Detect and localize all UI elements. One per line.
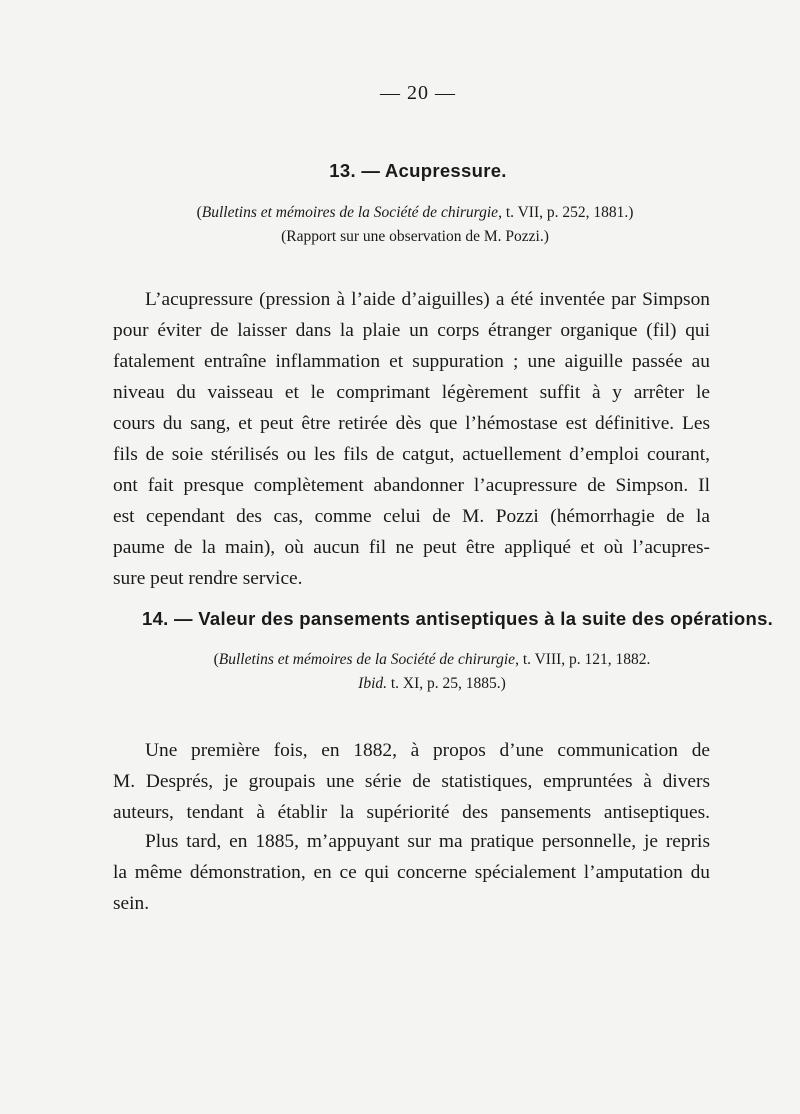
- paragraph-line: auteurs, tendant à établir la supériorité des pansements antiseptiques.: [113, 802, 710, 823]
- citation-line: (Rapport sur une observation de M. Pozzi.): [281, 228, 549, 245]
- section-13-paragraph: [113, 284, 710, 594]
- page-number: — 20 —: [380, 82, 456, 104]
- section-14-citation: [172, 648, 692, 696]
- paragraph-line: fils de soie stérilisés ou les fils de catgut, actuellement d’emploi courant,: [113, 444, 710, 465]
- paragraph-line: sure peut rendre service.: [113, 568, 303, 589]
- paragraph-line: M. Després, je groupais une série de statistiques, empruntées à divers: [113, 771, 710, 792]
- paragraph-line: L’acupressure (pression à l’aide d’aiguilles) a été inventée par Simpson: [145, 289, 710, 310]
- section-14-paragraph-2: [113, 826, 710, 919]
- section-13-citation: [135, 201, 695, 249]
- paragraph-line: fatalement entraîne inflammation et suppuration ; une aiguille passée au: [113, 351, 710, 372]
- paragraph-line: Plus tard, en 1885, m’appuyant sur ma pratique personnelle, je repris: [145, 831, 710, 852]
- paragraph-line: est cependant des cas, comme celui de M. Pozzi (hémorrhagie de la: [113, 506, 710, 527]
- section-14-paragraph-1: [113, 735, 710, 828]
- citation-line: Ibid. t. XI, p. 25, 1885.): [358, 675, 506, 692]
- paragraph-line: cours du sang, et peut être retirée dès que l’hémostase est définitive. Les: [113, 413, 710, 434]
- section-14-heading: 14. — Valeur des pansements antiseptiques à la suite des opérations.: [142, 608, 774, 629]
- paragraph-line: ont fait presque complètement abandonner l’acupressure de Simpson. Il: [113, 475, 710, 496]
- paragraph-line: la même démonstration, en ce qui concerne spécialement l’amputation du: [113, 862, 710, 883]
- paragraph-line: Une première fois, en 1882, à propos d’une communication de: [145, 740, 710, 761]
- paragraph-line: pour éviter de laisser dans la plaie un corps étranger organique (fil) qui: [113, 320, 710, 341]
- paragraph-line: paume de la main), où aucun fil ne peut être appliqué et où l’acupres-: [113, 537, 710, 558]
- citation-line: (Bulletins et mémoires de la Société de chirurgie, t. VIII, p. 121, 1882.: [213, 651, 651, 668]
- paragraph-line: sein.: [113, 893, 150, 914]
- section-13-heading: 13. — Acupressure.: [329, 160, 507, 181]
- paragraph-line: niveau du vaisseau et le comprimant légèrement suffit à y arrêter le: [113, 382, 710, 403]
- citation-line: (Bulletins et mémoires de la Société de chirurgie, t. VII, p. 252, 1881.): [196, 204, 634, 221]
